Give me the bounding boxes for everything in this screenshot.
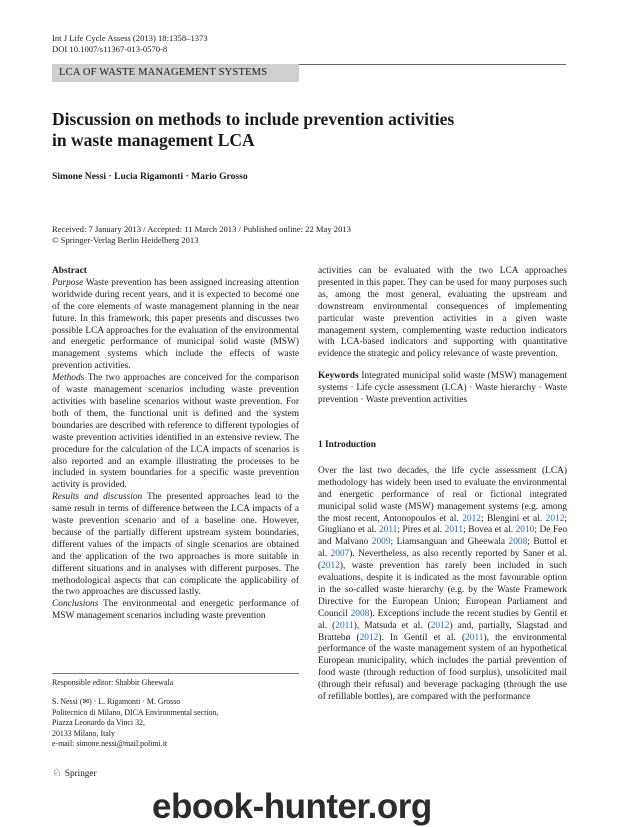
correspondence-authors: S. Nessi (✉) · L. Rigamonti · M. Grosso (52, 697, 181, 706)
author-email: e-mail: simone.nessi@mail.polimi.it (52, 739, 168, 748)
citation-link[interactable]: 2012 (359, 632, 379, 643)
correspondence-block (52, 697, 218, 750)
publisher-name: Springer (64, 767, 97, 778)
affiliation-line: 20133 Milano, Italy (52, 728, 115, 738)
title-line-1: Discussion on methods to include prevention activities (52, 109, 455, 129)
keywords: Keywords Integrated municipal solid waste (MSW) management systems · Life cycle assessment (LCA) · Waste hierarchy · Waste prevention · Waste prevention activities (318, 371, 567, 406)
watermark: ebook-hunter.org (152, 787, 432, 826)
doi: DOI 10.1007/s11367-013-0570-8 (52, 44, 168, 54)
citation-link[interactable]: 2011 (335, 620, 354, 631)
citation-link[interactable]: 2009 (371, 537, 391, 548)
introduction-heading: 1 Introduction (318, 439, 376, 450)
citation-link[interactable]: 2007 (330, 549, 350, 560)
affiliation-line: Politecnico di Milano, DICA Environmental section, (52, 707, 219, 717)
publisher-mark (52, 766, 97, 779)
copyright-line: © Springer-Verlag Berlin Heidelberg 2013 (52, 234, 199, 245)
section-banner (52, 64, 299, 82)
citation-link[interactable]: 2011 (465, 632, 484, 643)
introduction-paragraph: Over the last two decades, the life cycle assessment (LCA) methodology has widely been used to evaluate the environmental and energetic performance of real or fictional integrated municipal solid waste (MSW) management systems (e.g. among the most recent, Antonopoulos et al. 2012; Blengini et al. 2012; Giugliano et al. 2011; Pires et al. 2011; Bovea et al. 2010; De Feo and Malvano 2009; Liamsanguan and Gheewala 2008; Buttol et al. 2007). Nevertheless, as also recently reported by Saner et al. (2012), waste prevention has rarely been included in such evaluations, despite it is indicated as the most favourable option in the so-called waste hierarchy (e.g. by the Waste Framework Directive for the European Union; European Parliament and Council 2008). Exceptions include the recent studies by Gentil et al. (2011), Matsuda et al. (2012) and, partially, Slagstad and Brattebø (2012). In Gentil et al. (2011), the environmental performance of the waste management system of an hypothetical European municipality, which includes the partial prevention of food waste (through reduction of food surplus), unsolicited mail (through their refusal) and beverage packaging (through the use of refillable bottles), are compared with the performance (318, 465, 568, 703)
author-list: Simone Nessi · Lucia Rigamonti · Mario Grosso (52, 171, 248, 182)
citation-link[interactable]: 2010 (515, 525, 535, 536)
journal-citation: Int J Life Cycle Assess (2013) 18:1358–1373 (52, 33, 208, 43)
section-label: LCA OF WASTE MANAGEMENT SYSTEMS (59, 67, 268, 78)
left-column (52, 266, 299, 623)
citation-link[interactable]: 2012 (430, 620, 450, 631)
right-column (318, 266, 567, 704)
section-rule (299, 64, 566, 65)
abstract-continued: activities can be evaluated with the two LCA approaches presented in this paper. They can be used for many purposes such as, among the most general, evaluating the upstream and downstream environmental consequences of implementing particular waste prevention activities in a given waste management system, complementing waste reduction indicators with LCA-based indicators and supporting with quantitative evidence the strategic and policy relevance of waste prevention. (318, 266, 567, 360)
citation-link[interactable]: 2011 (378, 525, 398, 536)
abstract-methods: Methods The two approaches are conceived for the comparison of waste management scenarios including waste prevention activities with baseline scenarios without waste prevention. For both of them, the functional unit is defined and the system boundaries are described with reference to different typologies of waste prevention activities identified in an extensive review. The procedure for the calculation of the LCA impacts of scenarios is also reported and an example illustrating the processes to be included in system boundaries for a specific waste prevention activity is provided. (52, 373, 299, 491)
citation-link[interactable]: 2008 (350, 608, 370, 619)
dates-line: Received: 7 January 2013 / Accepted: 11 March 2013 / Published online: 22 May 2013 (52, 224, 351, 234)
responsible-editor: Responsible editor: Shabbir Gheewala (52, 678, 174, 687)
citation-link[interactable]: 2008 (508, 537, 528, 548)
publication-dates (52, 224, 351, 245)
footnote-rule (52, 673, 299, 674)
abstract-conclusions: Conclusions The environmental and energetic performance of MSW management scenarios including waste prevention (52, 599, 299, 622)
citation-link[interactable]: 2011 (444, 525, 464, 536)
abstract-purpose: Purpose Waste prevention has been assigned increasing attention worldwide during recent years, and it is expected to become one of the core elements of waste management planning in the near future. In this framework, this paper presents and discusses two possible LCA approaches for the evaluation of the environmental and energetic performance of municipal solid waste (MSW) management systems which include the effects of waste prevention activities. (52, 277, 299, 372)
springer-horse-icon: ♘ (52, 767, 62, 779)
citation-link[interactable]: 2012 (545, 513, 565, 524)
paper-title (52, 109, 522, 151)
citation-link[interactable]: 2012 (462, 513, 481, 524)
affiliation-line: Piazza Leonardo da Vinci 32, (52, 718, 145, 727)
citation-link[interactable]: 2012 (321, 561, 340, 572)
title-line-2: in waste management LCA (52, 130, 255, 150)
abstract-results: Results and discussion The presented approaches lead to the same result in terms of difference between the LCA impacts of a waste prevention scenario and of a baseline one. However, because of the partially different upstream system boundaries, different values of the impacts of single scenarios are obtained and the application of the two approaches is more suitable in different situations and in analyses with different purposes. The methodological aspects that can complicate the applicability of the two approaches are discussed lastly. (52, 492, 299, 598)
abstract-heading: Abstract (52, 266, 87, 276)
